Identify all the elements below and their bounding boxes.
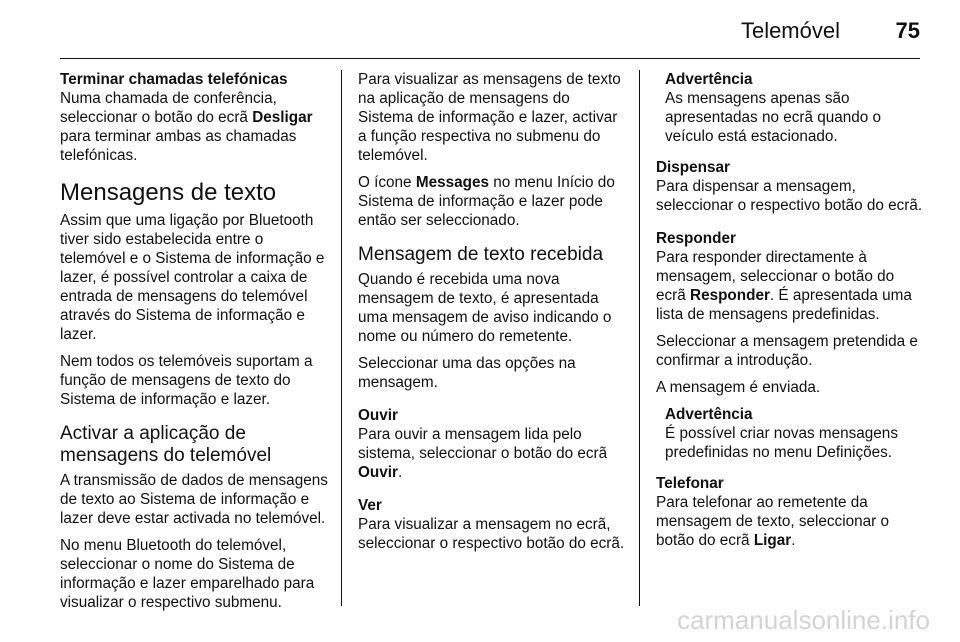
column-divider-2 [639, 70, 640, 606]
view-text: Para visualizar a mensagem no ecrã, seleccionar o respectivo botão do ecrã. [358, 516, 625, 552]
reply-title: Responder [656, 230, 736, 247]
icon-post: no menu Início do Sistema de informação e lazer pode então ser seleccionado. [358, 174, 615, 229]
page-header [60, 14, 920, 54]
call-pre: Para telefonar ao remetente da mensagem de texto, seleccionar o botão do ecrã [656, 494, 889, 549]
column-divider-1 [341, 70, 342, 606]
messages-icon-paragraph [358, 173, 628, 230]
call-button-label: Ligar [753, 532, 792, 549]
activate-paragraph-1: A transmissão de dados de mensagens de texto ao Sistema de informação e lazer deve estar activada no telemóvel. [60, 472, 328, 527]
note-2-title: Advertência [665, 406, 753, 423]
reply-post: . É apresentada uma lista de mensagens predefinidas. [656, 287, 912, 323]
messages-icon-label: Messages [415, 174, 489, 191]
view-title: Ver [358, 497, 382, 514]
activate-paragraph-2: No menu Bluetooth do telemóvel, seleccionar o nome do Sistema de informação e lazer emparelhado para visualizar o respectivo submenu. [60, 537, 315, 611]
end-calls-pre: Numa chamada de conferência, seleccionar o botão do ecrã [60, 90, 277, 126]
icon-pre: O ícone [358, 174, 416, 191]
page-number: 75 [895, 18, 920, 43]
column-3 [656, 70, 928, 558]
end-calls-post: para terminar ambas as chamadas telefónicas. [60, 128, 297, 164]
end-calls-text [60, 89, 330, 165]
received-heading: Mensagem de texto recebida [358, 244, 604, 265]
note-2 [656, 405, 928, 462]
listen-pre: Para ouvir a mensagem lida pelo sistema, seleccionar o botão do ecrã [358, 426, 608, 462]
column-2 [358, 70, 628, 561]
note-1-title: Advertência [665, 71, 753, 88]
view-settings-paragraph: Para visualizar as mensagens de texto na aplicação de mensagens do Sistema de informação e lazer, activar a função respectiva no submenu do telemóvel. [358, 71, 621, 164]
note-1-text: As mensagens apenas são apresentadas no ecrã quando o veículo está estacionado. [665, 90, 882, 145]
listen-title: Ouvir [358, 407, 398, 424]
header-divider [60, 58, 920, 59]
note-1 [656, 70, 928, 146]
call-post: . [791, 532, 796, 549]
reply-button-label: Responder [690, 287, 770, 304]
messages-heading: Mensagens de texto [60, 179, 277, 206]
listen-text [358, 425, 628, 482]
watermark: carmanualsonline.info [677, 605, 930, 635]
messages-paragraph-1: Assim que uma ligação por Bluetooth tiver sido estabelecida entre o telemóvel e o Sistema de informação e lazer, é possível controlar a caixa de entrada de mensagens do telemóvel através do Sistema de informação e lazer. [60, 212, 325, 343]
listen-button-label: Ouvir [358, 464, 398, 481]
reply-paragraph-2: Seleccionar a mensagem pretendida e confirmar a introdução. [656, 333, 918, 369]
reply-pre: Para responder directamente à mensagem, seleccionar o botão do ecrã [656, 249, 895, 304]
listen-post: . [397, 464, 403, 481]
reply-paragraph-3: A mensagem é enviada. [656, 379, 821, 396]
received-paragraph-2: Seleccionar uma das opções na mensagem. [358, 355, 576, 391]
call-text [656, 493, 928, 550]
dismiss-title: Dispensar [656, 159, 730, 176]
column-1 [60, 70, 330, 620]
reply-text [656, 248, 928, 324]
messages-paragraph-2: Nem todos os telemóveis suportam a função de mensagens de texto do Sistema de informação e lazer. [60, 353, 313, 408]
note-2-text: É possível criar novas mensagens predefinidas no menu Definições. [665, 425, 898, 461]
call-title: Telefonar [656, 475, 724, 492]
received-paragraph-1: Quando é recebida uma nova mensagem de texto, é apresentada uma mensagem de aviso indicando o nome ou número do remetente. [358, 271, 612, 345]
end-calls-title: Terminar chamadas telefónicas [60, 71, 288, 88]
dismiss-text: Para dispensar a mensagem, seleccionar o respectivo botão do ecrã. [656, 178, 923, 214]
page-title: Telemóvel [740, 18, 840, 43]
end-calls-button-label: Desligar [252, 109, 313, 126]
activate-heading: Activar a aplicação de mensagens do telemóvel [60, 423, 272, 466]
